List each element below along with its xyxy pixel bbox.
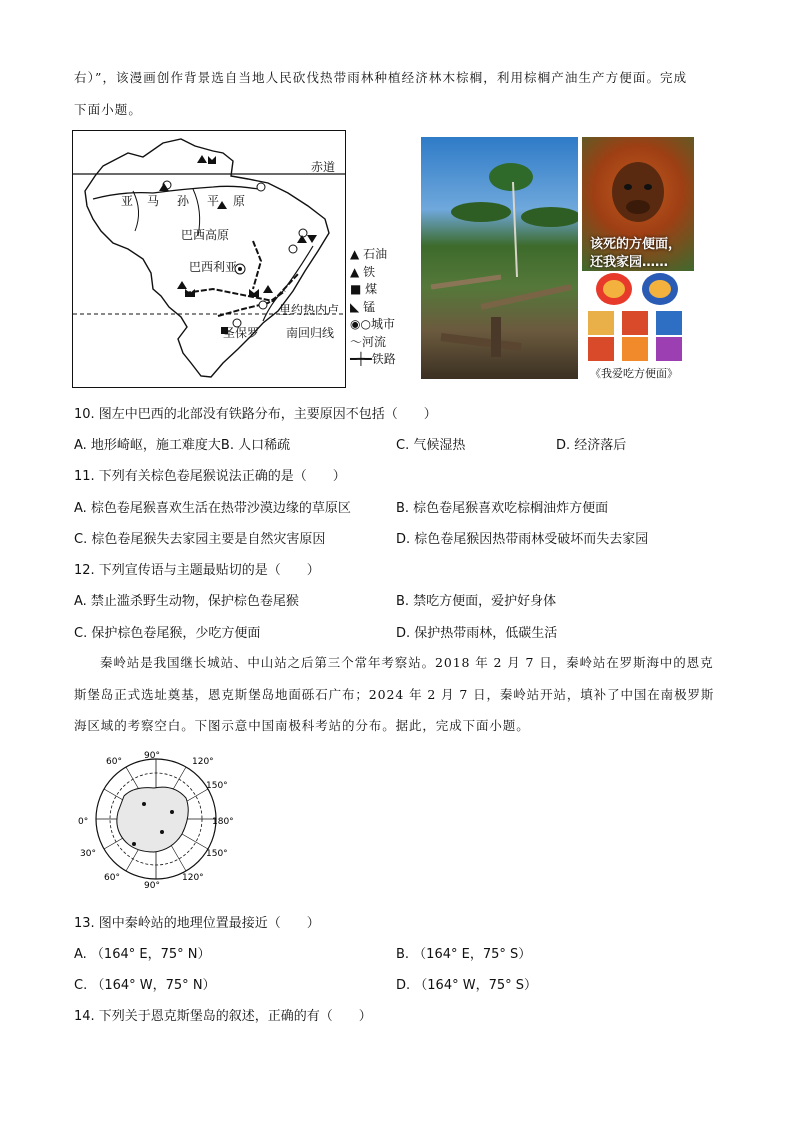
iron-symbol [263, 285, 273, 293]
q13-option-a[interactable]: A. （164° E，75° N） [74, 947, 211, 962]
lon-label: 150° [206, 849, 228, 859]
q11-option-c[interactable]: C. 棕色卷尾猴失去家园主要是自然灾害原因 [74, 532, 326, 547]
amazon-plain-char: 马 [147, 194, 160, 208]
noodle-cups-illustration [582, 271, 694, 363]
qinling-line-2: 斯堡岛正式选址奠基，恩克斯堡岛地面砾石广布；2024 年 2 月 7 日，秦岭站开站，填补了中国在南极罗斯 [74, 687, 715, 702]
legend-coal: ■ 煤 [350, 282, 378, 296]
lon-label: 0° [78, 817, 89, 827]
legend-railway: ━┿━铁路 [350, 352, 396, 366]
amazon-plain-char: 亚 [121, 194, 134, 208]
lon-label: 60° [104, 873, 120, 883]
q11-option-a[interactable]: A. 棕色卷尾猴喜欢生活在热带沙漠边缘的草原区 [74, 501, 351, 516]
brazil-outline [85, 139, 329, 377]
lon-label: 120° [182, 873, 204, 883]
rio-label: 里约热内卢 [279, 303, 340, 317]
brazil-map-svg [73, 131, 345, 387]
q13-option-c[interactable]: C. （164° W，75° N） [74, 978, 216, 993]
brasilia-marker-dot [238, 267, 242, 271]
manganese-symbol [185, 289, 195, 297]
q12-option-a[interactable]: A. 禁止滥杀野生动物，保护棕色卷尾猴 [74, 594, 299, 609]
manganese-symbol [249, 289, 259, 297]
equator-label: 赤道 [311, 160, 336, 174]
lon-label: 30° [80, 849, 96, 859]
station-marker [142, 802, 146, 806]
railway-line [185, 273, 299, 301]
q12-option-c[interactable]: C. 保护棕色卷尾猴，少吃方便面 [74, 626, 261, 641]
rainforest-illustration [421, 137, 578, 379]
q13-option-d[interactable]: D. （164° W，75° S） [396, 978, 538, 993]
orangutan-speech-2: 还我家园…… [590, 255, 669, 270]
city-marker [299, 229, 307, 237]
lon-label: 60° [106, 757, 122, 767]
rainforest-photo [421, 137, 578, 379]
plateau-label: 巴西高原 [181, 228, 230, 242]
sao-paulo-label: 圣保罗 [223, 326, 260, 340]
iron-icon: ▲ [350, 264, 360, 279]
amazon-plain-char: 平 [207, 194, 220, 208]
q10-stem: 10. 图左中巴西的北部没有铁路分布，主要原因不包括（ ） [74, 407, 437, 422]
orangutan-speech-1: 该死的方便面， [590, 237, 682, 252]
q10-option-d[interactable]: D. 经济落后 [556, 438, 627, 453]
brasilia-label: 巴西利亚 [189, 260, 238, 274]
intro-line-1: 右）”，该漫画创作背景选自当地人民砍伐热带雨林种植经济林木棕榈，利用棕榈产油生产方便面。完成 [74, 70, 688, 85]
q11-option-d[interactable]: D. 棕色卷尾猴因热带雨林受破坏而失去家园 [396, 532, 649, 547]
q11-option-b[interactable]: B. 棕色卷尾猴喜欢吃棕榈油炸方便面 [396, 501, 609, 516]
legend-manganese: ◣ 锰 [350, 299, 376, 314]
q13-stem: 13. 图中秦岭站的地理位置最接近（ ） [74, 916, 320, 931]
coal-icon: ■ [350, 282, 362, 296]
iron-symbol [197, 155, 207, 163]
q13-option-b[interactable]: B. （164° E，75° S） [396, 947, 532, 962]
brazil-map [72, 130, 346, 388]
city-icon: ◉○ [350, 317, 371, 331]
legend-iron: ▲ 铁 [350, 264, 376, 279]
antarctica-outline [117, 787, 188, 852]
noodle-cups-image [582, 271, 694, 379]
intro-line-2: 下面小题。 [74, 102, 143, 117]
map-legend [350, 246, 396, 369]
q12-option-b[interactable]: B. 禁吃方便面，爱护好身体 [396, 594, 557, 609]
lon-label: 90° [144, 881, 160, 890]
q12-stem: 12. 下列宣传语与主题最贴切的是（ ） [74, 563, 320, 578]
station-marker [160, 830, 164, 834]
station-marker [132, 842, 136, 846]
lon-label: 150° [206, 781, 228, 791]
manganese-symbol [208, 156, 216, 164]
q14-stem: 14. 下列关于恩克斯堡岛的叙述，正确的有（ ） [74, 1009, 372, 1024]
q10-option-c[interactable]: C. 气候湿热 [396, 438, 466, 453]
cartoon-caption: 《我爱吃方便面》 [590, 367, 678, 380]
city-marker [257, 183, 265, 191]
tropic-label: 南回归线 [286, 326, 335, 340]
river-icon: 〜 [350, 334, 363, 349]
iron-symbol [177, 281, 187, 289]
q10-option-a[interactable]: A. 地形崎岖，施工难度大B. 人口稀疏 [74, 438, 291, 453]
river-tributary [133, 191, 139, 231]
qinling-line-3: 海区域的考察空白。下图示意中国南极科考站的分布。据此，完成下面小题。 [74, 718, 530, 733]
amazon-plain-char: 孙 [177, 194, 190, 208]
rio-marker [259, 301, 267, 309]
oil-icon: ▲ [350, 247, 360, 261]
antarctic-station-map [74, 748, 244, 890]
qinling-line-1: 秦岭站是我国继长城站、中山站之后第三个常年考察站。2018 年 2 月 7 日，秦岭站在罗斯海中的恩克 [100, 655, 714, 670]
railway-line [253, 241, 261, 289]
orangutan-photo [582, 137, 694, 271]
legend-city: ◉○城市 [350, 317, 395, 331]
railway-icon: ━┿━ [350, 352, 372, 366]
legend-oil: ▲ 石油 [350, 247, 388, 261]
legend-river: 〜河流 [350, 334, 387, 349]
q11-stem: 11. 下列有关棕色卷尾猴说法正确的是（ ） [74, 469, 346, 484]
q12-option-d[interactable]: D. 保护热带雨林，低碳生活 [396, 626, 558, 641]
station-marker [170, 810, 174, 814]
amazon-plain-char: 原 [233, 194, 246, 208]
lon-label: 90° [144, 751, 160, 761]
antarctic-map-svg [74, 748, 244, 890]
manganese-icon: ◣ [350, 299, 360, 314]
lon-label: 120° [192, 757, 214, 767]
city-marker [289, 245, 297, 253]
oil-symbol [307, 235, 317, 243]
lon-label: 180° [212, 817, 234, 827]
